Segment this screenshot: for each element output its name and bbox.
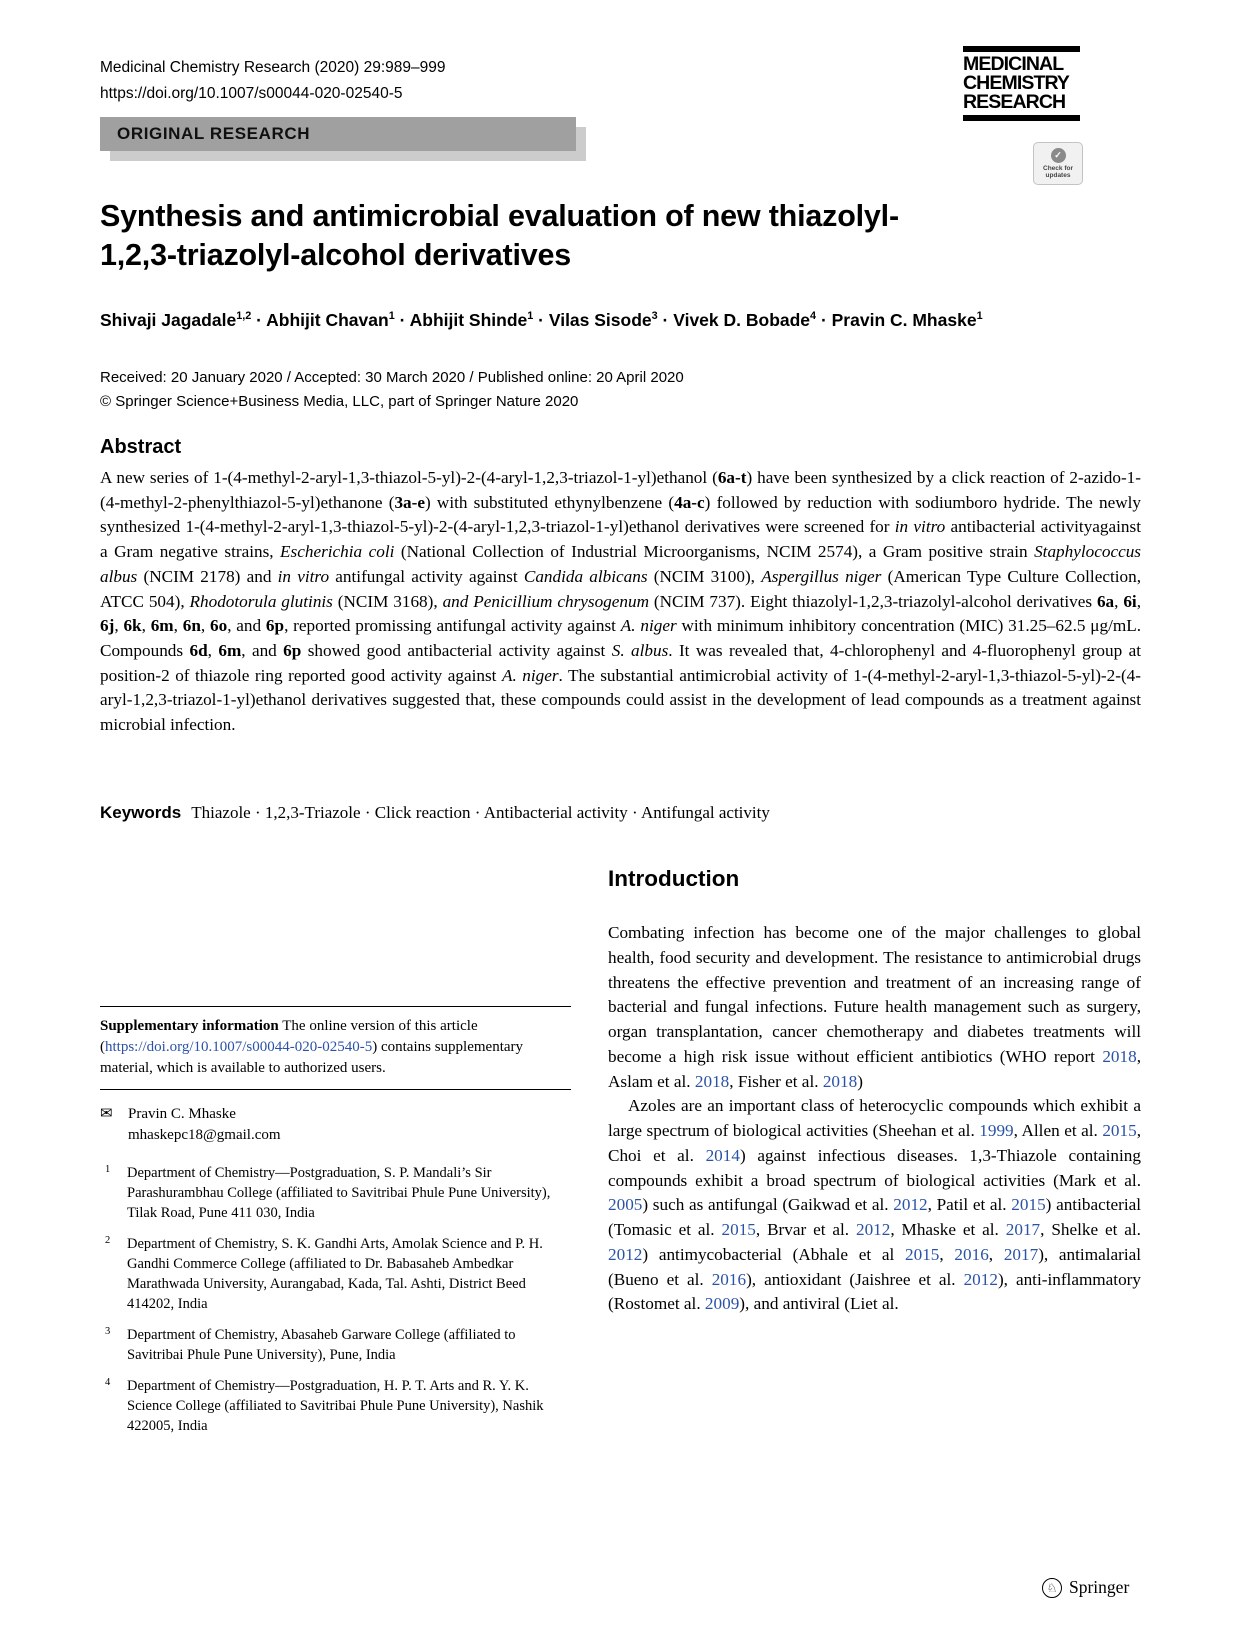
text-segment: 6k xyxy=(123,616,142,636)
inline-link[interactable]: 2018 xyxy=(822,1071,858,1091)
text-segment: , Allen et al. xyxy=(1013,1121,1103,1140)
text-segment: Rhodotorula glutinis xyxy=(189,591,333,611)
supplementary-info xyxy=(100,1007,571,1089)
affiliation-item xyxy=(100,1234,571,1314)
text-segment: 6p xyxy=(283,640,302,660)
text-segment: ) against infectious diseases. 1,3-Thiazole containing compounds exhibit a broad spectrum of biological activities (Mark et al. xyxy=(608,1145,1141,1190)
inline-link[interactable]: 2017 xyxy=(1005,1220,1041,1239)
affiliation-text: Department of Chemistry—Postgraduation, S. P. Mandali’s Sir Parashurambhau College (affiliated to Savitribai Phule Pune University), Tilak Road, Pune 411 030, India xyxy=(127,1165,551,1221)
text-segment: · Vilas Sisode xyxy=(533,310,652,330)
logo-bar-bottom xyxy=(963,115,1080,121)
received-line: Received: 20 January 2020 / Accepted: 30 March 2020 / Published online: 20 April 2020 xyxy=(100,369,684,386)
footnote-column xyxy=(100,1006,571,1447)
text-segment: 6o xyxy=(210,616,228,636)
text-segment: (NCIM 3100), xyxy=(647,566,762,586)
text-segment: ) have been synthesized by a click reaction of 2-azido-1-(4-methyl-2-phenylthiazol-5-yl)ethanone ( xyxy=(100,468,1141,512)
text-segment: 6i xyxy=(1123,591,1137,611)
text-segment: , xyxy=(1136,591,1141,611)
text-segment: 6m xyxy=(218,640,242,660)
text-segment: ) xyxy=(857,1071,863,1091)
inline-link[interactable]: 2012 xyxy=(963,1269,998,1289)
text-segment: , xyxy=(173,616,183,636)
introduction-heading: Introduction xyxy=(608,866,740,891)
text-segment: in vitro xyxy=(894,517,946,537)
correspondence-block xyxy=(100,1104,571,1146)
dates-block xyxy=(100,366,1141,414)
affiliations-list xyxy=(100,1163,571,1436)
text-segment: (American Type Culture Collection, ATCC 504), xyxy=(100,566,1141,611)
inline-link[interactable]: 2005 xyxy=(608,1195,643,1215)
text-segment: ) antimycobacterial (Abhale et al xyxy=(642,1244,905,1264)
affiliation-text: Department of Chemistry—Postgraduation, H. P. T. Arts and R. Y. K. Science College (affiliated to Savitribai Phule Pune University), Nashik 422005, India xyxy=(127,1378,544,1434)
text-segment: 4 xyxy=(810,310,817,323)
inline-link[interactable]: 1999 xyxy=(979,1121,1014,1140)
keywords-text: Thiazole · 1,2,3-Triazole · Click reaction · Antibacterial activity · Antifungal activity xyxy=(191,803,770,822)
text-segment: ), anti-inflammatory (Rostomet al. xyxy=(608,1269,1141,1314)
text-segment: 6d xyxy=(189,640,208,660)
affiliation-text: Department of Chemistry, S. K. Gandhi Arts, Amolak Science and P. H. Gandhi Commerce College (affiliated to Dr. Babasaheb Ambedkar Marathwada University, Aurangabad, Kada, Tal. Ashti, District Beed 414202, India xyxy=(127,1236,543,1312)
abstract-text xyxy=(100,466,1141,738)
text-segment: 6m xyxy=(150,616,174,636)
introduction-column xyxy=(608,866,1141,1317)
text-segment: , xyxy=(1114,591,1124,611)
text-segment: (NCIM 3168), xyxy=(332,591,443,611)
inline-link[interactable]: 2009 xyxy=(704,1294,740,1314)
affiliation-number: 2 xyxy=(105,1235,111,1246)
inline-link[interactable]: 2012 xyxy=(608,1244,643,1264)
corresponding-author-email[interactable]: mhaskepc18@gmail.com xyxy=(128,1127,281,1143)
text-segment: , Choi et al. xyxy=(608,1121,1141,1165)
springer-logo-icon: ♘ xyxy=(1042,1578,1062,1598)
text-segment: · Abhijit Shinde xyxy=(394,310,528,330)
keywords-label: Keywords xyxy=(100,803,182,822)
inline-link[interactable]: 2015 xyxy=(905,1244,940,1264)
text-segment: ) followed by reduction with sodiumboro hydride. The newly synthesized 1-(4-methyl-2-aryl-1,3-thiazol-5-yl)-2-(4-aryl-1,2,3-triazol-1-yl)ethanol derivatives were screened for xyxy=(100,492,1141,537)
abstract-heading: Abstract xyxy=(100,436,182,458)
inline-link[interactable]: 2017 xyxy=(1003,1244,1039,1264)
text-segment: . The substantial antimicrobial activity of 1-(4-methyl-2-aryl-1,3-thiazol-5-yl)-2-(4-aryl-1,2,3-triazol-1-yl)ethanol derivatives suggested that, these compounds could assist in the development of lead compounds as a treatment against microbial infection. xyxy=(100,665,1142,735)
crossmark-icon xyxy=(1051,148,1066,163)
logo-line-1: MEDICINAL xyxy=(963,53,1064,75)
text-segment: , reported promissing antifungal activity against xyxy=(284,616,621,636)
text-segment: ), and antiviral (Liet al. xyxy=(739,1294,899,1314)
text-segment: 6a xyxy=(1096,591,1115,611)
text-segment: and Penicillium chrysogenum xyxy=(442,591,650,611)
logo-line-2: CHEMISTRY xyxy=(963,72,1070,94)
text-segment: · Abhijit Chavan xyxy=(251,310,389,330)
text-segment: , Shelke et al. xyxy=(1040,1220,1141,1239)
text-segment: , and xyxy=(227,616,266,636)
text-segment: The online version of this article ( xyxy=(100,1018,478,1055)
text-segment: antifungal activity against xyxy=(329,566,524,586)
journal-citation: Medicinal Chemistry Research (2020) 29:989–999 xyxy=(100,59,446,76)
text-segment: ), antimalarial (Bueno et al. xyxy=(608,1244,1142,1289)
inline-link[interactable]: 2018 xyxy=(1102,1046,1137,1066)
text-segment: Supplementary information xyxy=(100,1018,279,1034)
text-segment: 3 xyxy=(651,310,658,323)
text-segment: , and xyxy=(241,640,284,660)
text-segment: Shivaji Jagadale xyxy=(100,310,237,330)
affiliation-number: 4 xyxy=(105,1377,111,1388)
text-segment: Candida albicans xyxy=(523,566,648,586)
text-segment: , xyxy=(988,1244,1004,1264)
inline-link[interactable]: 2016 xyxy=(711,1269,747,1289)
affiliation-item xyxy=(100,1163,571,1223)
inline-link[interactable]: 2012 xyxy=(855,1220,891,1239)
text-segment: ), antioxidant (Jaishree et al. xyxy=(746,1269,964,1289)
article-title: Synthesis and antimicrobial evaluation of new thiazolyl-1,2,3-triazolyl-alcohol derivatives xyxy=(100,199,899,272)
text-segment: 3a-e xyxy=(394,492,425,512)
text-segment: in vitro xyxy=(277,566,330,586)
text-segment: · Vivek D. Bobade xyxy=(657,310,811,330)
text-segment: antibacterial activityagainst a Gram negative strains, xyxy=(100,517,1141,562)
doi-link[interactable]: https://doi.org/10.1007/s00044-020-02540-5 xyxy=(100,85,403,102)
text-segment: Aspergillus niger xyxy=(761,566,882,586)
text-segment: , Brvar et al. xyxy=(755,1220,856,1239)
section-banner xyxy=(100,117,576,151)
text-segment: , xyxy=(200,616,210,636)
text-segment: 6a-t xyxy=(717,468,747,487)
keywords-line xyxy=(100,801,1141,825)
text-segment: 1 xyxy=(388,310,395,323)
text-segment: , xyxy=(207,640,219,660)
text-segment: Escherichia coli xyxy=(280,542,395,562)
text-segment: A new series of 1-(4-methyl-2-aryl-1,3-thiazol-5-yl)-2-(4-aryl-1,2,3-triazol-1-yl)ethanol ( xyxy=(100,468,718,487)
journal-logo xyxy=(963,46,1080,121)
copyright-line: © Springer Science+Business Media, LLC, part of Springer Nature 2020 xyxy=(100,393,579,410)
text-segment: . It was revealed that, 4-chlorophenyl and 4-fluorophenyl group at position-2 of thiazole ring reported good activity against xyxy=(100,640,1142,685)
correspondence-contact xyxy=(128,1104,281,1146)
text-segment: , Patil et al. xyxy=(927,1195,1012,1215)
text-segment: , Mhaske et al. xyxy=(890,1220,1006,1239)
inline-link[interactable]: 2015 xyxy=(721,1220,756,1239)
inline-link[interactable]: 2015 xyxy=(1102,1121,1137,1140)
publisher-footer xyxy=(1042,1577,1129,1598)
text-segment: 6n xyxy=(182,616,201,636)
text-segment: (NCIM 2178) and xyxy=(137,566,278,586)
affiliation-text: Department of Chemistry, Abasaheb Garware College (affiliated to Savitribai Phule Pune University), Pune, India xyxy=(127,1327,516,1363)
text-segment: Staphylococcus albus xyxy=(100,542,1141,586)
check-for-updates-label: Check for updates xyxy=(1043,164,1073,179)
text-segment: S. albus xyxy=(611,640,669,660)
introduction-paragraph-1 xyxy=(608,921,1141,1094)
text-segment: 4a-c xyxy=(674,492,705,512)
inline-link[interactable]: https://doi.org/10.1007/s00044-020-02540-5 xyxy=(105,1039,373,1055)
section-banner-label: ORIGINAL RESEARCH xyxy=(117,124,311,143)
divider xyxy=(100,1089,571,1090)
text-segment: 1 xyxy=(527,310,534,323)
header-meta xyxy=(100,55,446,107)
authors-line xyxy=(100,309,1141,331)
text-segment: ) contains supplementary material, which is available to authorized users. xyxy=(100,1039,524,1076)
envelope-icon: ✉ xyxy=(100,1106,113,1122)
affiliation-item xyxy=(100,1325,571,1365)
inline-link[interactable]: 2018 xyxy=(694,1071,730,1091)
affiliation-number: 1 xyxy=(105,1164,111,1175)
text-segment: ) with substituted ethynylbenzene ( xyxy=(425,492,675,512)
logo-bar-top xyxy=(963,46,1080,52)
text-segment: with minimum inhibitory concentration (MIC) 31.25–62.5 μg/mL. Compounds xyxy=(100,616,1142,660)
inline-link[interactable]: 2015 xyxy=(1011,1195,1046,1215)
text-segment: 1 xyxy=(976,310,983,323)
text-segment: Combating infection has become one of the major challenges to global health, food security and development. The resistance to antimicrobial drugs threatens the effective prevention and treatment of an increasing range of bacterial and fungal infections. Future health management such as surgery, organ transplantation, cancer chemotherapy and diabetes treatments will become a high risk issue without efficient antibiotics (WHO report xyxy=(608,923,1141,1066)
text-segment: , xyxy=(939,1244,955,1264)
text-segment: Azoles are an important class of heterocyclic compounds which exhibit a large spectrum of biological activities (Sheehan et al. xyxy=(608,1096,1141,1140)
corresponding-author-name: Pravin C. Mhaske xyxy=(128,1106,236,1122)
text-segment: (NCIM 737). Eight thiazolyl-1,2,3-triazolyl-alcohol derivatives xyxy=(649,591,1097,611)
text-segment: , xyxy=(114,616,124,636)
text-segment: , xyxy=(141,616,151,636)
introduction-paragraph-2 xyxy=(608,1094,1141,1317)
text-segment: ) such as antifungal (Gaikwad et al. xyxy=(642,1195,894,1215)
text-segment: ) antibacterial (Tomasic et al. xyxy=(608,1195,1142,1239)
affiliation-number: 3 xyxy=(105,1326,111,1337)
publisher-name: Springer xyxy=(1069,1577,1130,1597)
text-segment: A. niger xyxy=(501,665,559,685)
check-for-updates-badge[interactable] xyxy=(1033,142,1083,185)
logo-line-3: RESEARCH xyxy=(963,91,1066,113)
text-segment: A. niger xyxy=(620,616,677,636)
inline-link[interactable]: 2012 xyxy=(893,1195,928,1215)
inline-link[interactable]: 2014 xyxy=(705,1145,740,1165)
text-segment: , Aslam et al. xyxy=(608,1046,1141,1091)
text-segment: showed good antibacterial activity against xyxy=(301,640,612,660)
text-segment: 1,2 xyxy=(236,310,252,323)
text-segment: , Fisher et al. xyxy=(729,1071,823,1091)
affiliation-item xyxy=(100,1376,571,1436)
text-segment: 6j xyxy=(100,616,115,636)
inline-link[interactable]: 2016 xyxy=(954,1244,989,1264)
text-segment: 6p xyxy=(265,616,285,636)
text-segment: (National Collection of Industrial Microorganisms, NCIM 2574), a Gram positive strain xyxy=(394,542,1035,562)
text-segment: · Pravin C. Mhaske xyxy=(816,310,977,330)
